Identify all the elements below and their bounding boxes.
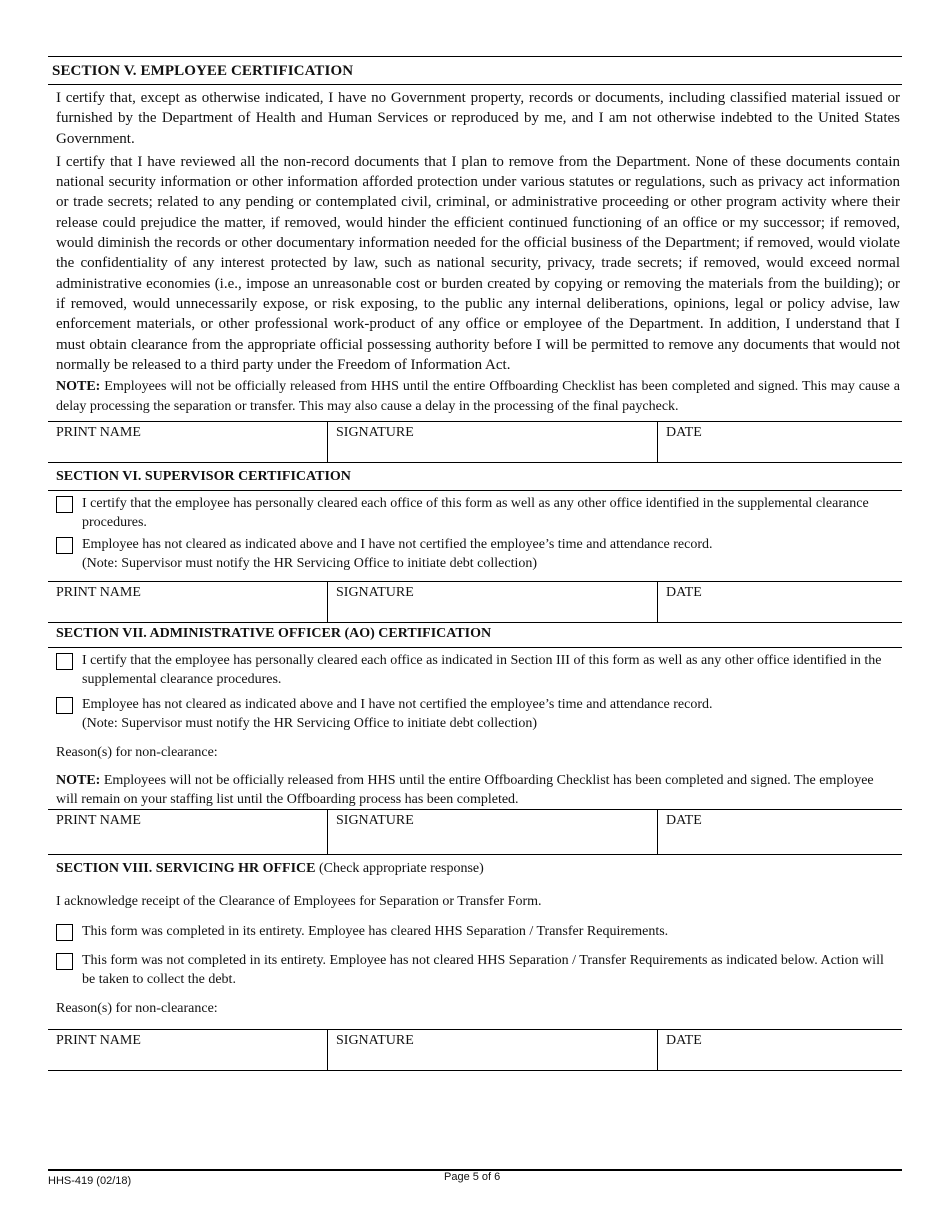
section-v-paragraph-1: I certify that, except as otherwise indicated, I have no Government property, records or documents, including classified material issued or furnished by the Department of Health and Human Services or reproduced by me, and I am not otherwise indebted to the United States Government. <box>56 90 900 147</box>
print-name-field[interactable] <box>48 1030 327 1070</box>
print-name-label: PRINT NAME <box>56 585 141 601</box>
section-vii-option-1 <box>48 651 902 689</box>
signature-label: SIGNATURE <box>336 425 414 441</box>
option-text: I certify that the employee has personally cleared each office as indicated in Section III of this form as well as any other office identified in the supplemental clearance procedures. <box>82 653 882 688</box>
section-vii-reasons-label: Reason(s) for non-clearance: <box>56 745 218 761</box>
date-label: DATE <box>666 1033 702 1049</box>
section-vii-heading: SECTION VII. ADMINISTRATIVE OFFICER (AO) CERTIFICATION <box>56 626 492 642</box>
signature-field[interactable] <box>327 1030 657 1070</box>
signature-field[interactable] <box>327 810 657 854</box>
section-v-rule <box>48 84 902 85</box>
page-footer <box>48 1169 902 1187</box>
option-text: Employee has not cleared as indicated above and I have not certified the employee’s time and attendance record. (Note: Supervisor must notify the HR Servicing Office to initiate debt collection) <box>82 697 713 732</box>
date-field[interactable] <box>657 810 902 854</box>
checkbox[interactable] <box>56 653 73 670</box>
section-v-paragraph-2: I certify that I have reviewed all the non-record documents that I plan to remove from the Department. None of these documents contain national security information or other information afforded protection under various statutes or regulations, such as privacy act information or trade secrets; related to any pending or contemplated civil, criminal, or administrative proceeding or other program activity where their release could prejudice the matter, if removed, would hinder the efficient continued functioning of an office or my successor; if removed, would diminish the records or other documentary information needed for the official business of the Department; if removed, would violate the confidentiality of any interest protected by law, such as national security, privacy, trade secrets; if removed, would exceed normal administrative economies (i.e., impose an unreasonable cost or burden created by copying or removing the materials from the building); or if removed, would unnecessarily expose, or risk exposing, to the public any internal deliberations, opinions, legal or policy advise, law enforcement materials, or other professional work-product of any office or employee of the Department. In addition, I understand that I must obtain clearance from the appropriate official possessing authority before I will be permitted to remove any documents that would not normally be released to a third party under the Freedom of Information Act. <box>56 153 900 373</box>
option-text: Employee has not cleared as indicated above and I have not certified the employee’s time and attendance record. (Note: Supervisor must notify the HR Servicing Office to initiate debt collection) <box>82 537 713 572</box>
note-text: Employees will not be officially released from HHS until the entire Offboarding Checklist has been completed and signed. The employee will remain on your staffing list until the Offboarding process has been completed. <box>56 773 874 808</box>
section-vi-option-2 <box>48 535 902 573</box>
signature-label: SIGNATURE <box>336 585 414 601</box>
signature-field[interactable] <box>327 422 657 462</box>
print-name-label: PRINT NAME <box>56 1033 141 1049</box>
option-text: This form was completed in its entirety. Employee has cleared HHS Separation / Transfer Requirements. <box>82 924 669 940</box>
note-text: Employees will not be officially released from HHS until the entire Offboarding Checklist has been completed and signed. This may cause a delay processing the separation or transfer. This may also cause a delay in the processing of the final paycheck. <box>56 379 900 415</box>
section-viii-heading: SECTION VIII. SERVICING HR OFFICE (Check appropriate response) <box>56 861 484 877</box>
date-field[interactable] <box>657 422 902 462</box>
print-name-field[interactable] <box>48 582 327 622</box>
checkbox[interactable] <box>56 697 73 714</box>
form-id: HHS-419 (02/18) <box>48 1175 132 1187</box>
checkbox[interactable] <box>56 496 73 513</box>
date-field[interactable] <box>657 1030 902 1070</box>
section-viii-signature-row <box>48 1029 902 1071</box>
section-vi-option-1 <box>48 494 902 532</box>
section-v-heading: SECTION V. EMPLOYEE CERTIFICATION <box>52 63 354 79</box>
section-viii-reasons-label: Reason(s) for non-clearance: <box>56 1001 218 1017</box>
print-name-field[interactable] <box>48 422 327 462</box>
date-label: DATE <box>666 425 702 441</box>
section-vii-option-2 <box>48 695 902 733</box>
section-viii-option-2 <box>48 951 902 989</box>
date-label: DATE <box>666 585 702 601</box>
section-v-signature-row <box>48 421 902 463</box>
date-field[interactable] <box>657 582 902 622</box>
checkbox[interactable] <box>56 537 73 554</box>
note-label: NOTE: <box>56 379 101 395</box>
section-vii-rule <box>48 647 902 648</box>
date-label: DATE <box>666 813 702 829</box>
signature-label: SIGNATURE <box>336 1033 414 1049</box>
section-v-note <box>48 377 902 417</box>
option-text: This form was not completed in its entirety. Employee has not cleared HHS Separation / Transfer Requirements as indicated below. Action will be taken to collect the debt. <box>82 953 884 988</box>
section-viii-acknowledgement: I acknowledge receipt of the Clearance of Employees for Separation or Transfer Form. <box>56 894 542 910</box>
checkbox[interactable] <box>56 953 73 970</box>
print-name-label: PRINT NAME <box>56 425 141 441</box>
print-name-field[interactable] <box>48 810 327 854</box>
signature-label: SIGNATURE <box>336 813 414 829</box>
section-vi-rule <box>48 490 902 491</box>
section-vi-heading: SECTION VI. SUPERVISOR CERTIFICATION <box>56 469 351 485</box>
print-name-label: PRINT NAME <box>56 813 141 829</box>
note-label: NOTE: <box>56 773 101 789</box>
section-viii-option-1 <box>48 922 902 941</box>
section-vii-signature-row <box>48 809 902 855</box>
page-number: Page 5 of 6 <box>444 1171 501 1183</box>
checkbox[interactable] <box>56 924 73 941</box>
form-page <box>48 56 902 1071</box>
signature-field[interactable] <box>327 582 657 622</box>
section-vii-note <box>48 771 902 809</box>
section-vi-signature-row <box>48 581 902 623</box>
option-text: I certify that the employee has personally cleared each office of this form as well as any other office identified in the supplemental clearance procedures. <box>82 496 869 531</box>
